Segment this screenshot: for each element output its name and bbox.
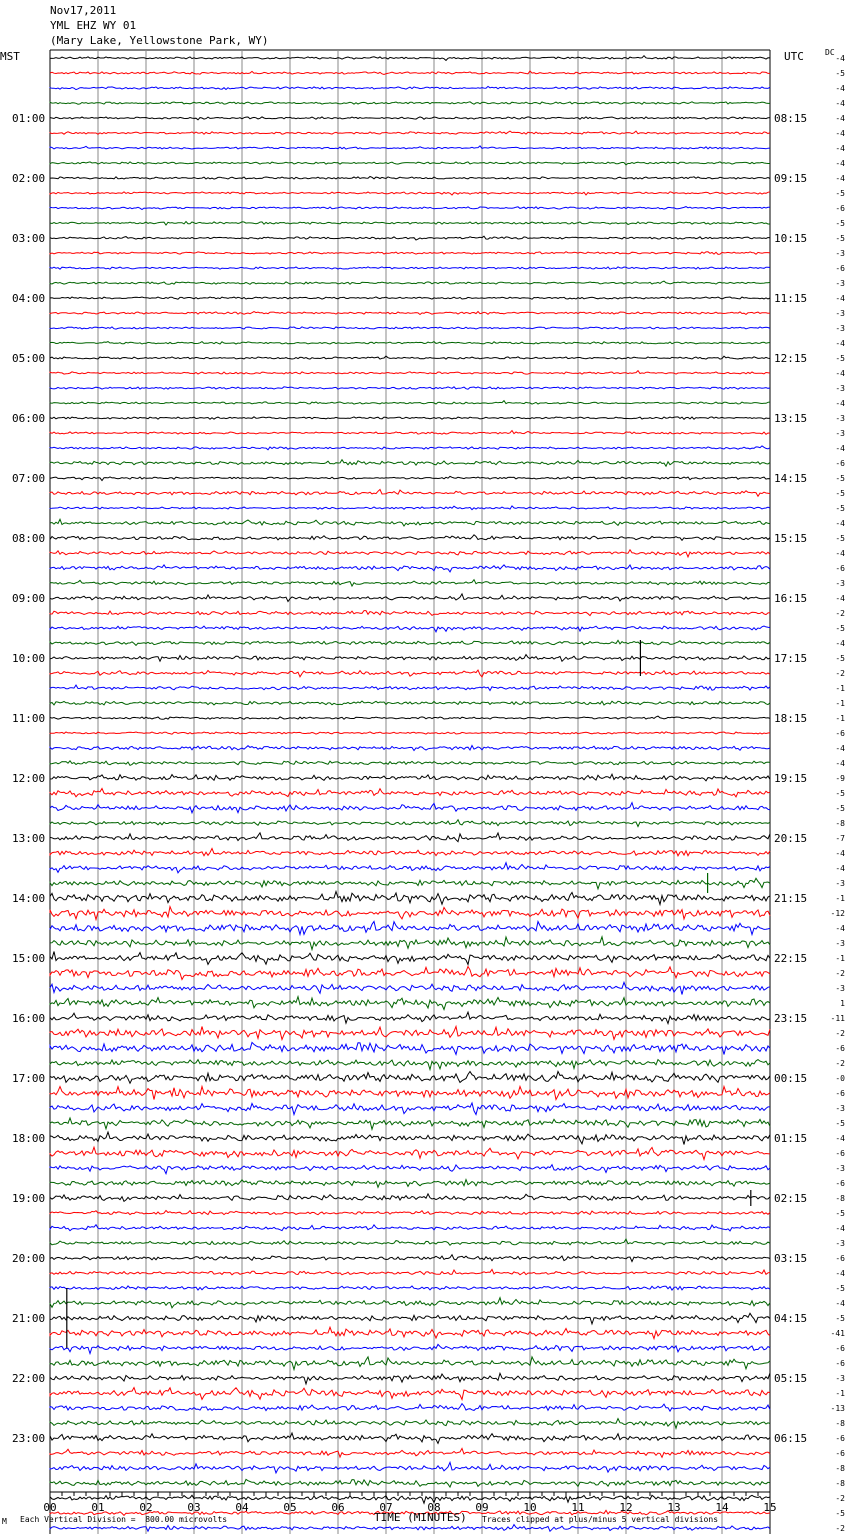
seismic-trace xyxy=(50,1269,770,1274)
dc-offset-label: -4 xyxy=(835,159,845,168)
dc-offset-label: -6 xyxy=(835,1149,845,1158)
seismic-trace xyxy=(50,1433,770,1443)
seismic-trace xyxy=(50,952,770,965)
corner-mark: M xyxy=(2,1517,7,1526)
dc-offset-label: -5 xyxy=(835,534,845,543)
seismic-trace xyxy=(50,267,770,269)
seismic-trace xyxy=(50,1060,770,1070)
seismic-trace xyxy=(50,86,770,89)
dc-offset-label: -6 xyxy=(835,1179,845,1188)
right-hour-label: 06:15 xyxy=(774,1432,808,1445)
dc-offset-label: -3 xyxy=(835,1164,845,1173)
dc-offset-label: -5 xyxy=(835,789,845,798)
seismic-trace xyxy=(50,1072,770,1084)
seismic-trace xyxy=(50,327,770,329)
dc-offset-label: -1 xyxy=(835,699,845,708)
seismic-trace xyxy=(50,732,770,734)
dc-offset-label: -3 xyxy=(835,984,845,993)
dc-offset-label: -2 xyxy=(835,1029,845,1038)
dc-offset-label: -3 xyxy=(835,414,845,423)
dc-offset-label: -5 xyxy=(835,219,845,228)
dc-offset-label: -6 xyxy=(835,564,845,573)
seismic-trace xyxy=(50,1286,770,1290)
x-tick-label: 07 xyxy=(379,1501,393,1514)
left-hour-label: 11:00 xyxy=(12,712,46,725)
left-hour-label: 12:00 xyxy=(12,772,46,785)
seismic-trace xyxy=(50,192,770,195)
seismic-trace xyxy=(50,490,770,497)
right-hour-label: 18:15 xyxy=(774,712,808,725)
right-timezone-label: UTC xyxy=(784,50,804,63)
seismic-trace xyxy=(50,1525,770,1532)
dc-offset-label: -6 xyxy=(835,729,845,738)
dc-offset-label: -4 xyxy=(835,54,845,63)
seismic-trace xyxy=(50,685,770,690)
dc-offset-label: -4 xyxy=(835,549,845,558)
right-hour-label: 15:15 xyxy=(774,532,808,545)
dc-offset-label: -4 xyxy=(835,174,845,183)
dc-offset-label: -3 xyxy=(835,384,845,393)
left-hour-label: 01:00 xyxy=(12,112,46,125)
seismic-trace xyxy=(50,1462,770,1473)
dc-offset-label: -5 xyxy=(835,474,845,483)
right-hour-label: 03:15 xyxy=(774,1252,808,1265)
dc-offset-label: -4 xyxy=(835,759,845,768)
right-hour-label: 01:15 xyxy=(774,1132,808,1145)
seismic-trace xyxy=(50,1327,770,1338)
dc-offset-label: -4 xyxy=(835,444,845,453)
dc-offset-label: -3 xyxy=(835,429,845,438)
seismic-trace xyxy=(50,1388,770,1400)
left-hour-label: 19:00 xyxy=(12,1192,46,1205)
seismic-trace xyxy=(50,56,770,61)
seismic-trace xyxy=(50,761,770,766)
x-axis-title: TIME (MINUTES) xyxy=(374,1511,467,1524)
x-tick-label: 05 xyxy=(283,1501,297,1514)
seismic-trace xyxy=(50,833,770,842)
left-hour-label: 17:00 xyxy=(12,1072,46,1085)
dc-offset-label: -7 xyxy=(835,834,845,843)
dc-offset-label: -5 xyxy=(835,69,845,78)
dc-offset-label: -5 xyxy=(835,624,845,633)
station-location: (Mary Lake, Yellowstone Park, WY) xyxy=(50,34,269,47)
dc-offset-label: -4 xyxy=(835,294,845,303)
x-tick-label: 12 xyxy=(619,1501,633,1514)
seismic-trace xyxy=(50,997,770,1010)
dc-offset-label: -4 xyxy=(835,519,845,528)
seismic-trace xyxy=(50,1180,770,1188)
dc-offset-label: -4 xyxy=(835,144,845,153)
seismic-trace xyxy=(50,519,770,526)
dc-offset-label: -4 xyxy=(835,1134,845,1143)
dc-offset-label: -8 xyxy=(835,819,845,828)
seismic-trace xyxy=(50,1313,770,1324)
dc-offset-label: -2 xyxy=(835,969,845,978)
scale-note: Each Vertical Division = 800.00 microvolts xyxy=(20,1515,228,1524)
dc-offset-label: -5 xyxy=(835,489,845,498)
seismic-trace xyxy=(50,1087,770,1100)
seismic-trace xyxy=(50,1027,770,1040)
seismic-trace xyxy=(50,131,770,134)
right-hour-label: 12:15 xyxy=(774,352,808,365)
seismic-trace xyxy=(50,71,770,75)
seismic-trace xyxy=(50,506,770,510)
dc-offset-label: -0 xyxy=(835,1074,845,1083)
seismic-trace xyxy=(50,1495,770,1503)
right-hour-label: 02:15 xyxy=(774,1192,808,1205)
dc-offset-label: -5 xyxy=(835,1509,845,1518)
seismic-trace xyxy=(50,655,770,662)
dc-offset-label: -4 xyxy=(835,129,845,138)
seismic-trace xyxy=(50,1479,770,1487)
seismic-trace xyxy=(50,535,770,541)
dc-offset-label: -5 xyxy=(835,504,845,513)
dc-offset-label: -4 xyxy=(835,744,845,753)
seismic-trace xyxy=(50,820,770,827)
dc-offset-label: -2 xyxy=(835,1494,845,1503)
seismic-trace xyxy=(50,1255,770,1262)
x-tick-label: 14 xyxy=(715,1501,729,1514)
x-tick-label: 00 xyxy=(43,1501,57,1514)
dc-offset-label: -8 xyxy=(835,1479,845,1488)
dc-offset-label: -8 xyxy=(835,1419,845,1428)
dc-offset-label: -3 xyxy=(835,309,845,318)
seismic-trace xyxy=(50,102,770,104)
dc-offset-label: -3 xyxy=(835,579,845,588)
left-hour-label: 07:00 xyxy=(12,472,46,485)
seismic-trace xyxy=(50,1344,770,1353)
dc-offset-label: -4 xyxy=(835,99,845,108)
dc-offset-label: -41 xyxy=(830,1329,845,1338)
dc-offset-label: -8 xyxy=(835,1194,845,1203)
seismic-trace xyxy=(50,626,770,632)
dc-offset-label: -5 xyxy=(835,354,845,363)
left-hour-label: 15:00 xyxy=(12,952,46,965)
seismic-trace xyxy=(50,356,770,359)
x-tick-label: 15 xyxy=(763,1501,777,1514)
dc-offset-label: -1 xyxy=(835,894,845,903)
seismic-trace xyxy=(50,460,770,467)
left-timezone-label: MST xyxy=(0,50,20,63)
right-hour-label: 21:15 xyxy=(774,892,808,905)
seismic-trace xyxy=(50,297,770,299)
right-hour-label: 00:15 xyxy=(774,1072,808,1085)
seismic-trace xyxy=(50,640,770,645)
dc-offset-label: -3 xyxy=(835,1374,845,1383)
dc-offset-label: -1 xyxy=(835,1389,845,1398)
seismic-trace xyxy=(50,1298,770,1308)
dc-offset-label: -4 xyxy=(835,114,845,123)
seismic-trace xyxy=(50,803,770,813)
dc-offset-label: -5 xyxy=(835,654,845,663)
seismic-trace xyxy=(50,863,770,873)
dc-offset-label: -4 xyxy=(835,864,845,873)
dc-offset-header: DC xyxy=(825,48,835,57)
dc-offset-label: -2 xyxy=(835,609,845,618)
left-hour-label: 21:00 xyxy=(12,1312,46,1325)
seismic-trace xyxy=(50,1419,770,1429)
seismic-trace xyxy=(50,431,770,435)
dc-offset-label: -5 xyxy=(835,189,845,198)
x-tick-label: 09 xyxy=(475,1501,489,1514)
seismic-trace xyxy=(50,907,770,920)
seismic-trace xyxy=(50,982,770,994)
dc-offset-label: -5 xyxy=(835,1314,845,1323)
dc-offset-label: -5 xyxy=(835,1284,845,1293)
seismic-trace xyxy=(50,1211,770,1215)
dc-offset-label: -11 xyxy=(830,1014,845,1023)
right-hour-label: 17:15 xyxy=(774,652,808,665)
seismic-trace xyxy=(50,1357,770,1370)
seismic-trace xyxy=(50,1194,770,1202)
dc-offset-label: -4 xyxy=(835,1299,845,1308)
x-tick-label: 08 xyxy=(427,1501,441,1514)
seismic-trace xyxy=(50,371,770,375)
dc-offset-label: -4 xyxy=(835,849,845,858)
dc-offset-label: -4 xyxy=(835,1269,845,1278)
left-hour-label: 10:00 xyxy=(12,652,46,665)
left-hour-label: 03:00 xyxy=(12,232,46,245)
left-hour-label: 02:00 xyxy=(12,172,46,185)
seismic-trace xyxy=(50,446,770,450)
right-hour-label: 10:15 xyxy=(774,232,808,245)
station-channel: YML EHZ WY 01 xyxy=(50,19,137,32)
seismic-trace xyxy=(50,1103,770,1115)
dc-offset-label: -2 xyxy=(835,669,845,678)
dc-offset-label: -1 xyxy=(835,954,845,963)
seismic-trace xyxy=(50,550,770,557)
seismic-trace xyxy=(50,1012,770,1023)
left-hour-label: 13:00 xyxy=(12,832,46,845)
seismic-trace xyxy=(50,1373,770,1384)
dc-offset-label: -3 xyxy=(835,1104,845,1113)
dc-offset-label: -3 xyxy=(835,879,845,888)
dc-offset-label: -4 xyxy=(835,924,845,933)
left-hour-label: 18:00 xyxy=(12,1132,46,1145)
seismic-trace xyxy=(50,594,770,602)
dc-offset-label: -6 xyxy=(835,1089,845,1098)
left-hour-label: 05:00 xyxy=(12,352,46,365)
seismic-trace xyxy=(50,342,770,344)
dc-offset-label: -6 xyxy=(835,1344,845,1353)
dc-offset-label: -4 xyxy=(835,399,845,408)
dc-offset-label: -6 xyxy=(835,1044,845,1053)
left-hour-label: 08:00 xyxy=(12,532,46,545)
x-tick-label: 06 xyxy=(331,1501,345,1514)
right-hour-label: 14:15 xyxy=(774,472,808,485)
x-tick-label: 04 xyxy=(235,1501,249,1514)
seismic-trace xyxy=(50,701,770,705)
x-tick-label: 02 xyxy=(139,1501,153,1514)
right-hour-label: 08:15 xyxy=(774,112,808,125)
right-hour-label: 11:15 xyxy=(774,292,808,305)
seismic-trace xyxy=(50,1118,770,1129)
x-tick-label: 01 xyxy=(91,1501,105,1514)
dc-offset-label: -5 xyxy=(835,1119,845,1128)
dc-offset-label: -6 xyxy=(835,459,845,468)
seismic-trace xyxy=(50,565,770,572)
seismic-trace xyxy=(50,387,770,389)
left-hour-label: 04:00 xyxy=(12,292,46,305)
right-hour-label: 22:15 xyxy=(774,952,808,965)
seismic-trace xyxy=(50,1165,770,1174)
seismic-trace xyxy=(50,878,770,889)
x-tick-label: 03 xyxy=(187,1501,201,1514)
x-tick-label: 11 xyxy=(571,1501,585,1514)
seismic-trace xyxy=(50,417,770,420)
dc-offset-label: -6 xyxy=(835,1254,845,1263)
dc-offset-label: -8 xyxy=(835,1464,845,1473)
seismic-trace xyxy=(50,252,770,255)
left-hour-label: 06:00 xyxy=(12,412,46,425)
seismic-trace xyxy=(50,236,770,240)
seismic-trace xyxy=(50,1448,770,1457)
dc-offset-label: -13 xyxy=(830,1404,845,1413)
seismic-trace xyxy=(50,476,770,480)
dc-offset-label: -12 xyxy=(830,909,845,918)
left-hour-label: 20:00 xyxy=(12,1252,46,1265)
clip-note: Traces clipped at plus/minus 5 vertical divisions xyxy=(482,1515,719,1524)
right-hour-label: 09:15 xyxy=(774,172,808,185)
seismic-trace xyxy=(50,849,770,856)
seismic-trace xyxy=(50,716,770,719)
seismic-trace xyxy=(50,922,770,935)
dc-offset-label: -1 xyxy=(835,684,845,693)
seismic-trace xyxy=(50,967,770,980)
right-hour-label: 19:15 xyxy=(774,772,808,785)
dc-offset-label: -4 xyxy=(835,1224,845,1233)
dc-offset-label: -6 xyxy=(835,1449,845,1458)
seismic-trace xyxy=(50,1042,770,1054)
seismic-trace xyxy=(50,177,770,180)
right-hour-label: 23:15 xyxy=(774,1012,808,1025)
dc-offset-label: 1 xyxy=(840,999,845,1008)
dc-offset-label: -3 xyxy=(835,939,845,948)
seismic-trace xyxy=(50,281,770,284)
seismic-trace xyxy=(50,611,770,616)
dc-offset-label: -4 xyxy=(835,84,845,93)
left-hour-label: 14:00 xyxy=(12,892,46,905)
dc-offset-label: -6 xyxy=(835,204,845,213)
right-hour-label: 16:15 xyxy=(774,592,808,605)
dc-offset-label: -3 xyxy=(835,279,845,288)
seismic-trace xyxy=(50,937,770,950)
seismic-trace xyxy=(50,222,770,226)
seismic-trace xyxy=(50,207,770,210)
seismic-trace xyxy=(50,401,770,404)
dc-offset-label: -4 xyxy=(835,369,845,378)
seismic-trace xyxy=(50,117,770,120)
seismic-trace xyxy=(50,1404,770,1412)
seismic-trace xyxy=(50,312,770,315)
left-hour-label: 22:00 xyxy=(12,1372,46,1385)
dc-offset-label: -6 xyxy=(835,1434,845,1443)
right-hour-label: 05:15 xyxy=(774,1372,808,1385)
x-tick-label: 13 xyxy=(667,1501,681,1514)
dc-offset-label: -5 xyxy=(835,1209,845,1218)
station-date: Nov17,2011 xyxy=(50,4,117,17)
seismic-trace xyxy=(50,146,770,149)
dc-offset-label: -6 xyxy=(835,264,845,273)
seismic-trace xyxy=(50,670,770,677)
dc-offset-label: -4 xyxy=(835,639,845,648)
seismic-trace xyxy=(50,162,770,165)
dc-offset-label: -5 xyxy=(835,804,845,813)
seismic-trace xyxy=(50,580,770,586)
dc-offset-label: -2 xyxy=(835,1524,845,1533)
right-hour-label: 20:15 xyxy=(774,832,808,845)
left-hour-label: 23:00 xyxy=(12,1432,46,1445)
dc-offset-label: -1 xyxy=(835,714,845,723)
seismic-trace xyxy=(50,746,770,751)
seismic-trace xyxy=(50,892,770,905)
left-hour-label: 16:00 xyxy=(12,1012,46,1025)
x-tick-label: 10 xyxy=(523,1501,537,1514)
dc-offset-label: -2 xyxy=(835,1059,845,1068)
dc-offset-label: -3 xyxy=(835,249,845,258)
right-hour-label: 13:15 xyxy=(774,412,808,425)
seismic-trace xyxy=(50,1132,770,1144)
seismic-trace xyxy=(50,1225,770,1231)
seismic-trace xyxy=(50,1239,770,1245)
seismic-trace xyxy=(50,774,770,781)
dc-offset-label: -6 xyxy=(835,1359,845,1368)
dc-offset-label: -9 xyxy=(835,774,845,783)
dc-offset-label: -5 xyxy=(835,234,845,243)
left-hour-label: 09:00 xyxy=(12,592,46,605)
dc-offset-label: -4 xyxy=(835,594,845,603)
right-hour-label: 04:15 xyxy=(774,1312,808,1325)
seismic-trace xyxy=(50,789,770,797)
dc-offset-label: -3 xyxy=(835,324,845,333)
dc-offset-label: -3 xyxy=(835,1239,845,1248)
dc-offset-label: -4 xyxy=(835,339,845,348)
seismic-trace xyxy=(50,1147,770,1159)
